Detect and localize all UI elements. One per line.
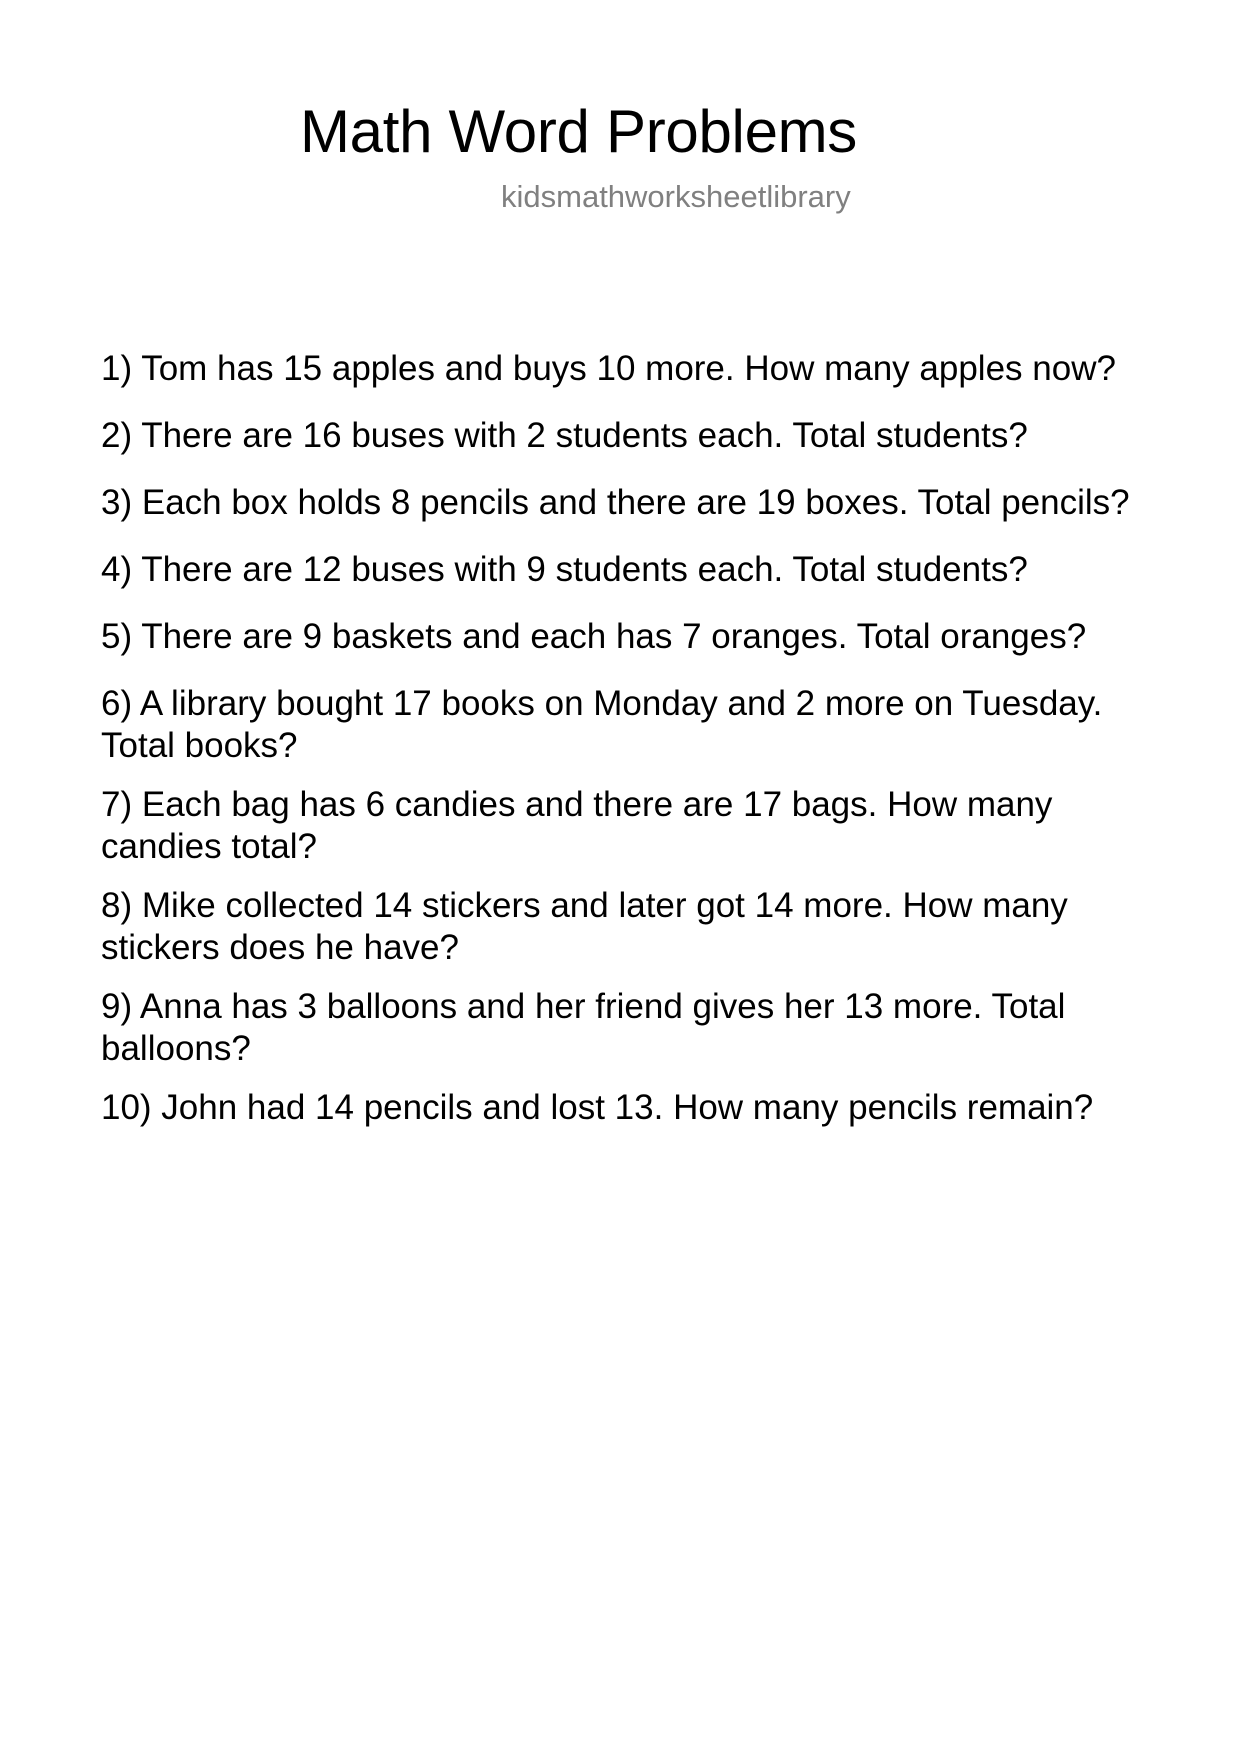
problem-item-10: 10) John had 14 pencils and lost 13. How many pencils remain? bbox=[101, 1088, 1094, 1127]
problem-item-3: 3) Each box holds 8 pencils and there are 19 boxes. Total pencils? bbox=[101, 483, 1130, 522]
problem-list bbox=[101, 348, 1141, 1154]
problem-item-4: 4) There are 12 buses with 9 students each. Total students? bbox=[101, 550, 1028, 589]
problem-item-1: 1) Tom has 15 apples and buys 10 more. How many apples now? bbox=[101, 349, 1116, 388]
problem-item-7: 7) Each bag has 6 candies and there are 17 bags. How many candies total? bbox=[101, 785, 1053, 866]
worksheet-source: kidsmathworksheetlibrary bbox=[501, 179, 851, 214]
problem-item-5: 5) There are 9 baskets and each has 7 oranges. Total oranges? bbox=[101, 617, 1087, 656]
worksheet-title: Math Word Problems bbox=[300, 98, 858, 165]
problem-item-2: 2) There are 16 buses with 2 students each. Total students? bbox=[101, 416, 1028, 455]
problem-item-6: 6) A library bought 17 books on Monday and 2 more on Tuesday. Total books? bbox=[101, 684, 1103, 765]
problem-item-8: 8) Mike collected 14 stickers and later got 14 more. How many stickers does he have? bbox=[101, 886, 1068, 967]
problem-item-9: 9) Anna has 3 balloons and her friend gives her 13 more. Total balloons? bbox=[101, 987, 1066, 1068]
